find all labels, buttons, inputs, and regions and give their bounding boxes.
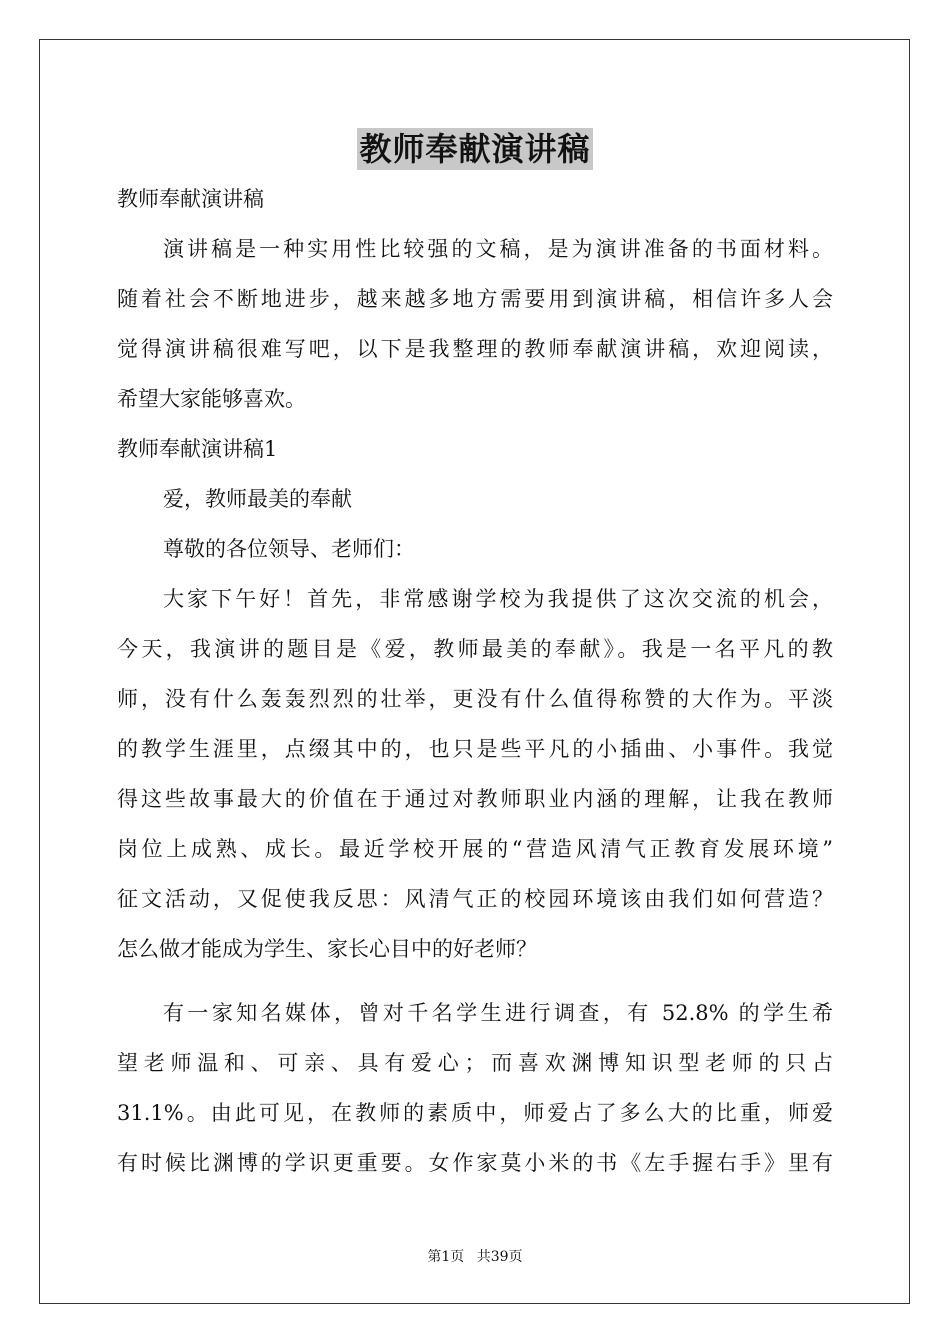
paragraph-line: 随着社会不断地进步，越来越多地方需要用到演讲稿，相信许多人会 <box>117 287 833 311</box>
paragraph-line: 觉得演讲稿很难写吧，以下是我整理的教师奉献演讲稿，欢迎阅读， <box>117 337 833 361</box>
paragraph-line: 望老师温和、可亲、具有爱心；而喜欢渊博知识型老师的只占 <box>117 1051 833 1075</box>
page-footer <box>0 1246 950 1266</box>
paragraph-line: 有一家知名媒体，曾对千名学生进行调查，有 52.8% 的学生希 <box>163 1001 833 1025</box>
paragraph-line: 31.1%。由此可见，在教师的素质中，师爱占了多么大的比重，师爱 <box>117 1101 833 1125</box>
title-area <box>0 128 950 170</box>
paragraph-line: 演讲稿是一种实用性比较强的文稿，是为演讲准备的书面材料。 <box>163 237 833 261</box>
paragraph-line: 师，没有什么轰轰烈烈的壮举，更没有什么值得称赞的大作为。平淡 <box>117 687 833 711</box>
paragraph-line: 今天，我演讲的题目是《爱，教师最美的奉献》。我是一名平凡的教 <box>117 637 833 661</box>
salutation: 尊敬的各位领导、老师们： <box>163 537 415 561</box>
document-title: 教师奉献演讲稿 <box>359 130 591 168</box>
paragraph-line: 征文活动，又促使我反思：风清气正的校园环境该由我们如何营造？ <box>117 887 833 911</box>
paragraph-line: 得这些故事最大的价值在于通过对教师职业内涵的理解，让我在教师 <box>117 787 833 811</box>
paragraph-line: 大家下午好！首先，非常感谢学校为我提供了这次交流的机会， <box>163 587 833 611</box>
page-total: 共39页 <box>476 1249 523 1265</box>
paragraph-line: 岗位上成熟、成长。最近学校开展的“营造风清气正教育发展环境” <box>117 837 833 861</box>
paragraph-line: 希望大家能够喜欢。 <box>117 387 306 411</box>
paragraph-line: 的教学生涯里，点缀其中的，也只是些平凡的小插曲、小事件。我觉 <box>117 737 833 761</box>
paragraph-line: 有时候比渊博的学识更重要。女作家莫小米的书《左手握右手》里有 <box>117 1151 833 1175</box>
page-number: 第1页 <box>427 1249 465 1265</box>
paragraph-line: 怎么做才能成为学生、家长心目中的好老师？ <box>117 937 537 961</box>
speech-title: 爱，教师最美的奉献 <box>163 487 352 511</box>
section-heading: 教师奉献演讲稿 <box>117 187 264 211</box>
document-body <box>117 178 833 1192</box>
section-heading: 教师奉献演讲稿1 <box>117 437 278 461</box>
